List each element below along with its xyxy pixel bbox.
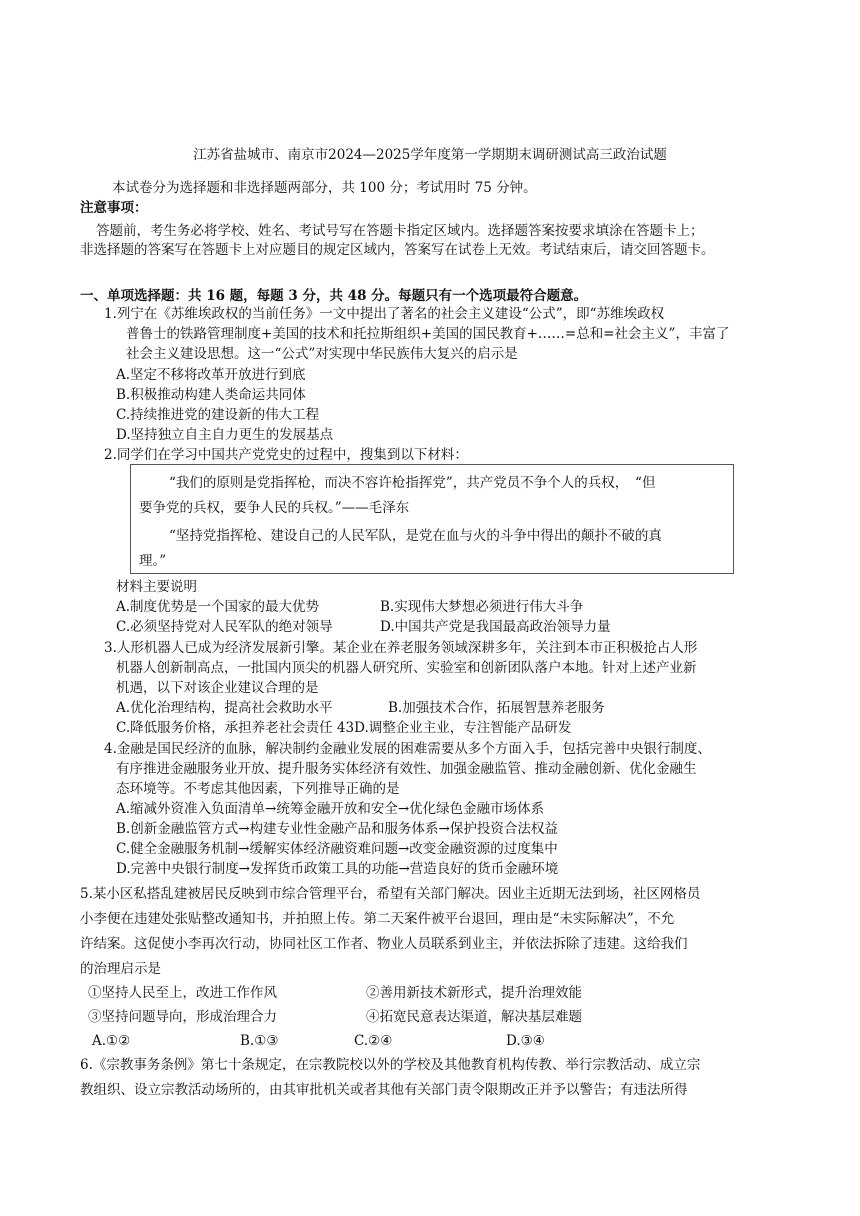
q4-stem-line-2: 有序推进金融服务业开放、提升服务实体经济有效性、加强金融监管、推动金融创新、优化金融生 [116,761,697,777]
q2-option-d: D.中国共产党是我国最高政治领导力量 [380,619,611,635]
q2-quote-line-2: 要争党的兵权，要争人民的兵权。”——毛泽东 [139,500,410,516]
q5-item-1: ①坚持人民至上，改进工作作风 [88,985,277,1001]
q2-stem: 2.同学们在学习中国共产党党史的过程中，搜集到以下材料： [104,447,468,463]
q2-quote-line-4: 理。” [139,553,167,569]
q5-stem-line-1: 5.某小区私搭乱建被居民反映到市综合管理平台，希望有关部门解决。因业主近期无法到场，社区网格员 [80,886,701,902]
q6-stem-line-2: 教组织、设立宗教活动场所的，由其审批机关或者其他有关部门责令限期改正并予以警告；有违法所得 [80,1082,688,1098]
q3-stem-line-1: 3.人形机器人已成为经济发展新引擎。某企业在养老服务领域深耕多年，关注到本市正积极抢占人形 [104,640,698,656]
notice-heading: 注意事项： [80,200,148,216]
q5-stem-line-2: 小李便在违建处张贴整改通知书，并拍照上传。第二天案件被平台退回，理由是“未实际解决”，不允 [80,911,675,927]
q3-option-a: A.优化治理结构，提高社会救助水平 [116,700,333,716]
q5-item-3: ③坚持问题导向，形成治理合力 [88,1009,277,1025]
q4-option-b: B.创新金融监管方式→构建专业性金融产品和服务体系→保护投资合法权益 [116,821,558,837]
exam-title: 江苏省盐城市、南京市2024—2025学年度第一学期期末调研测试高三政治试题 [193,147,667,163]
q5-option-a: A.①② [92,1033,131,1049]
q4-option-d: D.完善中央银行制度→发挥货币政策工具的功能→营造良好的货币金融环境 [116,861,559,877]
q2-option-c: C.必须坚持党对人民军队的绝对领导 [116,619,333,635]
q1-option-a: A.坚定不移将改革开放进行到底 [116,367,306,383]
q2-after-text: 材料主要说明 [116,579,197,595]
q1-option-d: D.坚持独立自主自力更生的发展基点 [116,427,334,443]
q3-option-b: B.加强技术合作，拓展智慧养老服务 [388,700,605,716]
notice-line-2: 非选择题的答案写在答题卡上对应题目的规定区域内，答案写在试卷上无效。考试结束后，请交回答题卡。 [80,242,715,258]
q2-quote-box [130,464,734,574]
q4-stem-line-3: 态环境等。不考虑其他因素，下列推导正确的是 [116,781,400,797]
section1-heading: 一、单项选择题：共 16 题，每题 3 分，共 48 分。每题只有一个选项最符合题意。 [80,288,588,304]
q5-stem-line-3: 许结案。这促使小李再次行动，协同社区工作者、物业人员联系到业主，并依法拆除了违建。这给我们 [80,936,688,952]
q3-stem-line-2: 机器人创新制高点，一批国内顶尖的机器人研究所、实验室和创新团队落户本地。针对上述产业新 [116,660,697,676]
notice-line-1: 答题前，考生务必将学校、姓名、考试号写在答题卡指定区域内。选择题答案按要求填涂在答题卡上； [96,223,704,239]
q5-stem-line-4: 的治理启示是 [80,961,161,977]
q1-option-b: B.积极推动构建人类命运共同体 [116,387,306,403]
q6-stem-line-1: 6.《宗教事务条例》第七十条规定，在宗教院校以外的学校及其他教育机构传教、举行宗教活动、成立宗 [80,1057,701,1073]
q5-item-4: ④拓宽民意表达渠道，解决基层难题 [366,1009,582,1025]
q5-option-d: D.③④ [506,1033,545,1049]
q5-option-b: B.①③ [240,1033,279,1049]
q5-item-2: ②善用新技术新形式，提升治理效能 [366,985,582,1001]
q2-quote-line-1: “我们的原则是党指挥枪，而决不容许枪指挥党”，共产党员不争个人的兵权， “但 [169,475,656,491]
q1-stem-line-3: 社会主义建设思想。这一“公式”对实现中华民族伟大复兴的启示是 [126,346,518,362]
q1-stem-line-2: 普鲁士的铁路管理制度+美国的技术和托拉斯组织+美国的国民教育+……=总和=社会主义”，丰富了 [126,326,730,342]
q1-stem-line-1: 1.列宁在《苏维埃政权的当前任务》一文中提出了著名的社会主义建设“公式”，即“苏维埃政权 [104,306,665,322]
q2-quote-line-3: “坚持党指挥枪、建设自己的人民军队，是党在血与火的斗争中得出的颠扑不破的真 [169,528,662,544]
q1-option-c: C.持续推进党的建设新的伟大工程 [116,407,320,423]
q5-option-c: C.②④ [354,1033,393,1049]
q2-option-a: A.制度优势是一个国家的最大优势 [116,599,320,615]
q4-stem-line-1: 4.金融是国民经济的血脉，解决制约金融业发展的困难需要从多个方面入手，包括完善中央银行制度、 [104,741,711,757]
q4-option-c: C.健全金融服务机制→缓解实体经济融资难问题→改变金融资源的过度集中 [116,841,558,857]
q2-option-b: B.实现伟大梦想必须进行伟大斗争 [380,599,584,615]
q3-stem-line-3: 机遇，以下对该企业建议合理的是 [116,680,319,696]
q4-option-a: A.缩减外资准入负面清单→统筹金融开放和安全→优化绿色金融市场体系 [116,801,545,817]
q3-option-c-d: C.降低服务价格，承担养老社会责任 43D.调整企业主业，专注智能产品研发 [116,720,572,736]
exam-intro: 本试卷分为选择题和非选择题两部分，共 100 分；考试用时 75 分钟。 [112,180,537,196]
